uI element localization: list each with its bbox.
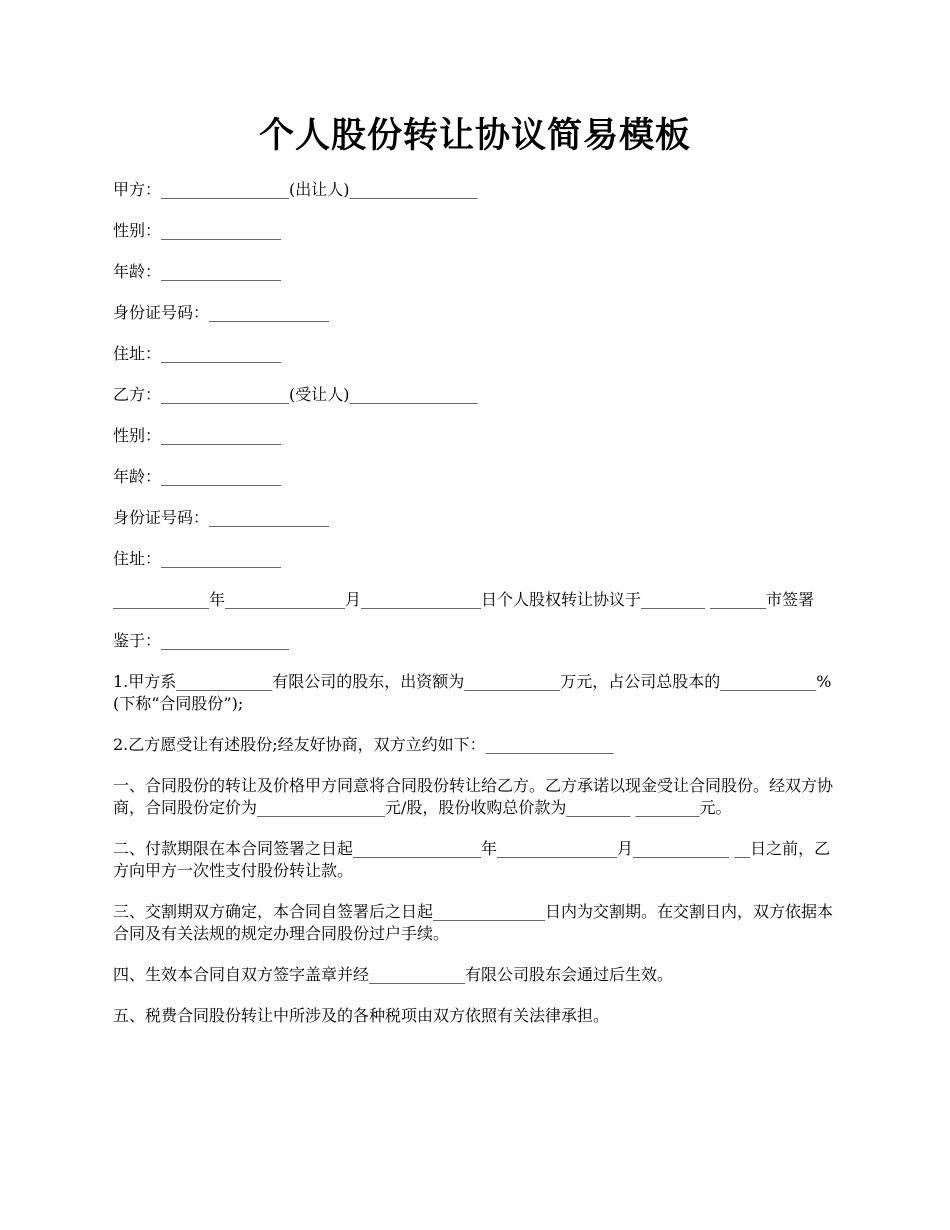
recital-2: 2.乙方愿受让有述股份;经友好协商，双方立约如下：________________	[113, 735, 614, 754]
party-a-id-number: 身份证号码：_______________	[113, 303, 330, 322]
party-b-gender: 性别：_______________	[113, 426, 282, 445]
clause-4-effectiveness: 四、生效本合同自双方签字盖章并经____________有限公司股东会通过后生效。	[113, 965, 674, 984]
party-a-gender: 性别：_______________	[113, 221, 282, 240]
party-a-address: 住址：_______________	[113, 344, 282, 363]
signing-date-place: ____________年_______________月_______________日个人股权转让协议于________ _______市签署	[113, 590, 815, 609]
party-b-age: 年龄：_______________	[113, 467, 282, 486]
party-a-age: 年龄：_______________	[113, 262, 282, 281]
clause-5-taxes: 五、税费合同股份转让中所涉及的各种税项由双方依照有关法律承担。	[113, 1006, 610, 1025]
party-b-line: 乙方：________________(受让人)________________	[113, 385, 478, 404]
whereas-line: 鉴于：________________	[113, 631, 290, 650]
clause-3-delivery-period: 三、交割期双方确定，本合同自签署后之日起______________日内为交割期。在交割日内，双方依据本合同及有关法规的规定办理合同股份过户手续。	[113, 902, 834, 943]
document-title: 个人股份转让协议简易模板	[258, 115, 691, 156]
clause-2-payment-term: 二、付款期限在本合同签署之日起________________年_______________月____________ __日之前，乙方向甲方一次性支付股份转让款。	[113, 839, 831, 880]
recital-1: 1.甲方系____________有限公司的股东，出资额为____________万元，占公司总股本的____________%(下称“合同股份”);	[113, 672, 832, 713]
clause-1-transfer-price: 一、合同股份的转让及价格甲方同意将合同股份转让给乙方。乙方承诺以现金受让合同股份。经双方协商，合同股份定价为________________元/股，股份收购总价款为________ ________元。	[113, 776, 834, 817]
party-b-id-number: 身份证号码：_______________	[113, 508, 330, 527]
party-b-address: 住址：_______________	[113, 549, 282, 568]
party-a-line: 甲方：________________(出让人)________________	[113, 180, 478, 199]
document-body	[113, 179, 840, 1046]
